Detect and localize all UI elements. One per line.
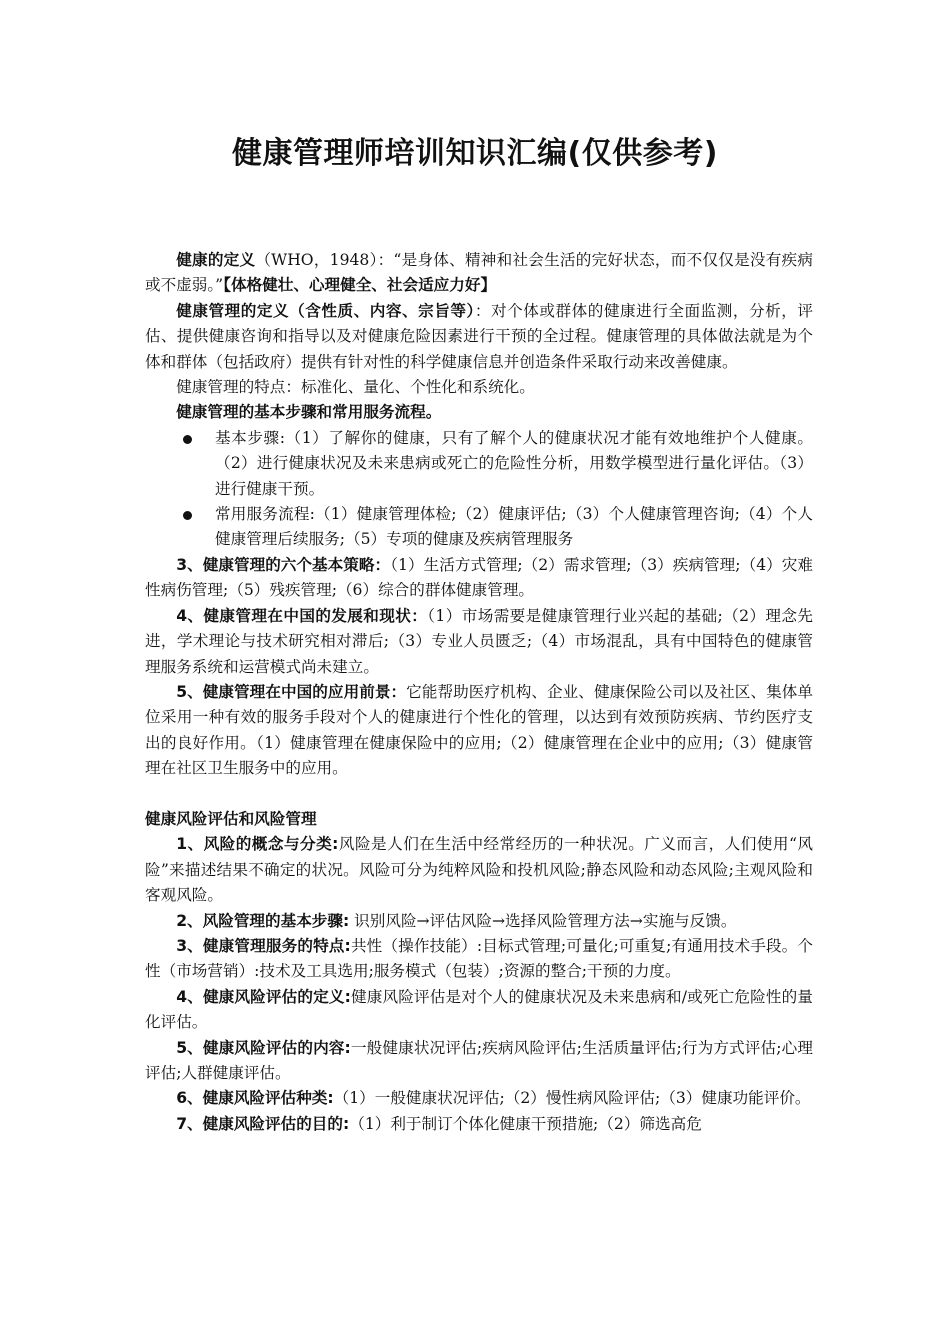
- china-development-paragraph: [145, 604, 813, 680]
- basic-steps-heading: [145, 400, 813, 425]
- china-development-text: （1）市场需要是健康管理行业兴起的基础;（2）理念先进，学术理论与技术研究相对滞后;（3）专业人员匮乏;（4）市场混乱，具有中国特色的健康管理服务系统和运营模式尚未建立。: [145, 606, 814, 676]
- six-strategies-text: （1）生活方式管理;（2）需求管理;（3）疾病管理;（4）灾难性病伤管理;（5）残疾管理;（6）综合的群体健康管理。: [145, 555, 813, 600]
- document-title: 健康管理师培训知识汇编(仅供参考): [232, 136, 718, 171]
- risk-assessment-content-paragraph: [145, 1036, 813, 1087]
- risk-assessment-content-text: 一般健康状况评估;疾病风险评估;生活质量评估;行为方式评估;心理评估;人群健康评估。: [145, 1038, 814, 1082]
- section-heading-risk: [145, 807, 813, 832]
- risk-assessment-content-term: 5、健康风险评估的内容:: [176, 1038, 351, 1057]
- health-definition-term: 健康的定义: [176, 251, 256, 269]
- china-prospects-text: 它能帮助医疗机构、企业、健康保险公司以及社区、集体单位采用一种有效的服务手段对个人的健康进行个性化的管理，以达到有效预防疾病、节约医疗支出的良好作用。（1）健康管理在健康保险中的应用;（2）健康管理在企业中的应用;（3）健康管理在社区卫生服务中的应用。: [145, 682, 813, 778]
- risk-assessment-purpose-paragraph: [145, 1112, 813, 1137]
- bullet-item-basic-steps: [145, 426, 813, 502]
- china-development-term: 4、健康管理在中国的发展和现状：: [176, 606, 428, 625]
- six-strategies-term: 3、健康管理的六个基本策略：: [176, 555, 391, 574]
- section-heading-risk-text: 健康风险评估和风险管理: [145, 809, 317, 828]
- risk-concept-term: 1、风险的概念与分类:: [176, 835, 339, 854]
- risk-assessment-definition-term: 4、健康风险评估的定义:: [176, 987, 351, 1006]
- risk-assessment-purpose-term: 7、健康风险评估的目的:: [176, 1114, 350, 1133]
- china-prospects-paragraph: [145, 680, 813, 782]
- risk-management-steps-term: 2、风险管理的基本步骤:: [176, 911, 350, 930]
- bullet-dot-icon: [183, 435, 192, 444]
- risk-assessment-definition-text: 健康风险评估是对个人的健康状况及未来患病和/或死亡危险性的量化评估。: [145, 987, 813, 1032]
- risk-assessment-types-text: （1）一般健康状况评估;（2）慢性病风险评估;（3）健康功能评价。: [333, 1089, 811, 1108]
- health-definition-summary: 【体格健壮、心理健全、社会适应力好】: [223, 276, 497, 295]
- health-management-features-paragraph: 健康管理的特点：标准化、量化、个性化和系统化。: [176, 378, 535, 397]
- bullet-text: 常用服务流程:（1）健康管理体检;（2）健康评估;（3）个人健康管理咨询;（4）个人健康管理后续服务;（5）专项的健康及疾病管理服务: [215, 505, 813, 549]
- risk-concept-paragraph: [145, 832, 813, 908]
- service-features-term: 3、健康管理服务的特点:: [176, 936, 351, 955]
- risk-management-steps-text: 识别风险→评估风险→选择风险管理方法→实施与反馈。: [349, 911, 737, 930]
- six-strategies-paragraph: [145, 553, 813, 604]
- health-management-definition-paragraph: [145, 299, 813, 375]
- bullet-item-service-flow: [145, 502, 813, 553]
- risk-management-steps-paragraph: [145, 909, 813, 934]
- risk-concept-text: 风险是人们在生活中经常经历的一种状况。广义而言，人们使用“风险”来描述结果不确定的状况。风险可分为纯粹风险和投机风险;静态风险和动态风险;主观风险和客观风险。: [145, 835, 813, 905]
- risk-assessment-purpose-text: （1）利于制订个体化健康干预措施;（2）筛选高危: [349, 1114, 702, 1133]
- service-features-paragraph: [145, 934, 813, 985]
- service-features-text: 共性（操作技能）:目标式管理;可量化;可重复;有通用技术手段。个性（市场营销）:技术及工具选用;服务模式（包装）;资源的整合;干预的力度。: [145, 936, 814, 981]
- health-definition-text: （WHO，1948）：“是身体、精神和社会生活的完好状态，而不仅仅是没有疾病或不虚弱。”: [145, 251, 813, 295]
- risk-assessment-types-paragraph: [145, 1086, 813, 1111]
- health-management-definition-text: ：对个体或群体的健康进行全面监测，分析，评估、提供健康咨询和指导以及对健康危险因素进行干预的全过程。健康管理的具体做法就是为个体和群体（包括政府）提供有针对性的科学健康信息并创造条件采取行动来改善健康。: [145, 301, 813, 371]
- china-prospects-term: 5、健康管理在中国的应用前景：: [176, 682, 407, 701]
- health-management-definition-term: 健康管理的定义（含性质、内容、宗旨等）: [176, 301, 475, 320]
- basic-steps-heading-text: 健康管理的基本步骤和常用服务流程。: [176, 403, 442, 422]
- bullet-text: 基本步骤:（1）了解你的健康，只有了解个人的健康状况才能有效地维护个人健康。（2）进行健康状况及未来患病或死亡的危险性分析，用数学模型进行量化评估。（3）进行健康干预。: [215, 428, 813, 498]
- risk-assessment-types-term: 6、健康风险评估种类:: [176, 1089, 334, 1108]
- risk-assessment-definition-paragraph: [145, 985, 813, 1036]
- bullet-dot-icon: [183, 511, 192, 520]
- document-body: [145, 248, 813, 1137]
- section-spacer: [145, 782, 813, 807]
- health-definition-paragraph: [145, 248, 813, 299]
